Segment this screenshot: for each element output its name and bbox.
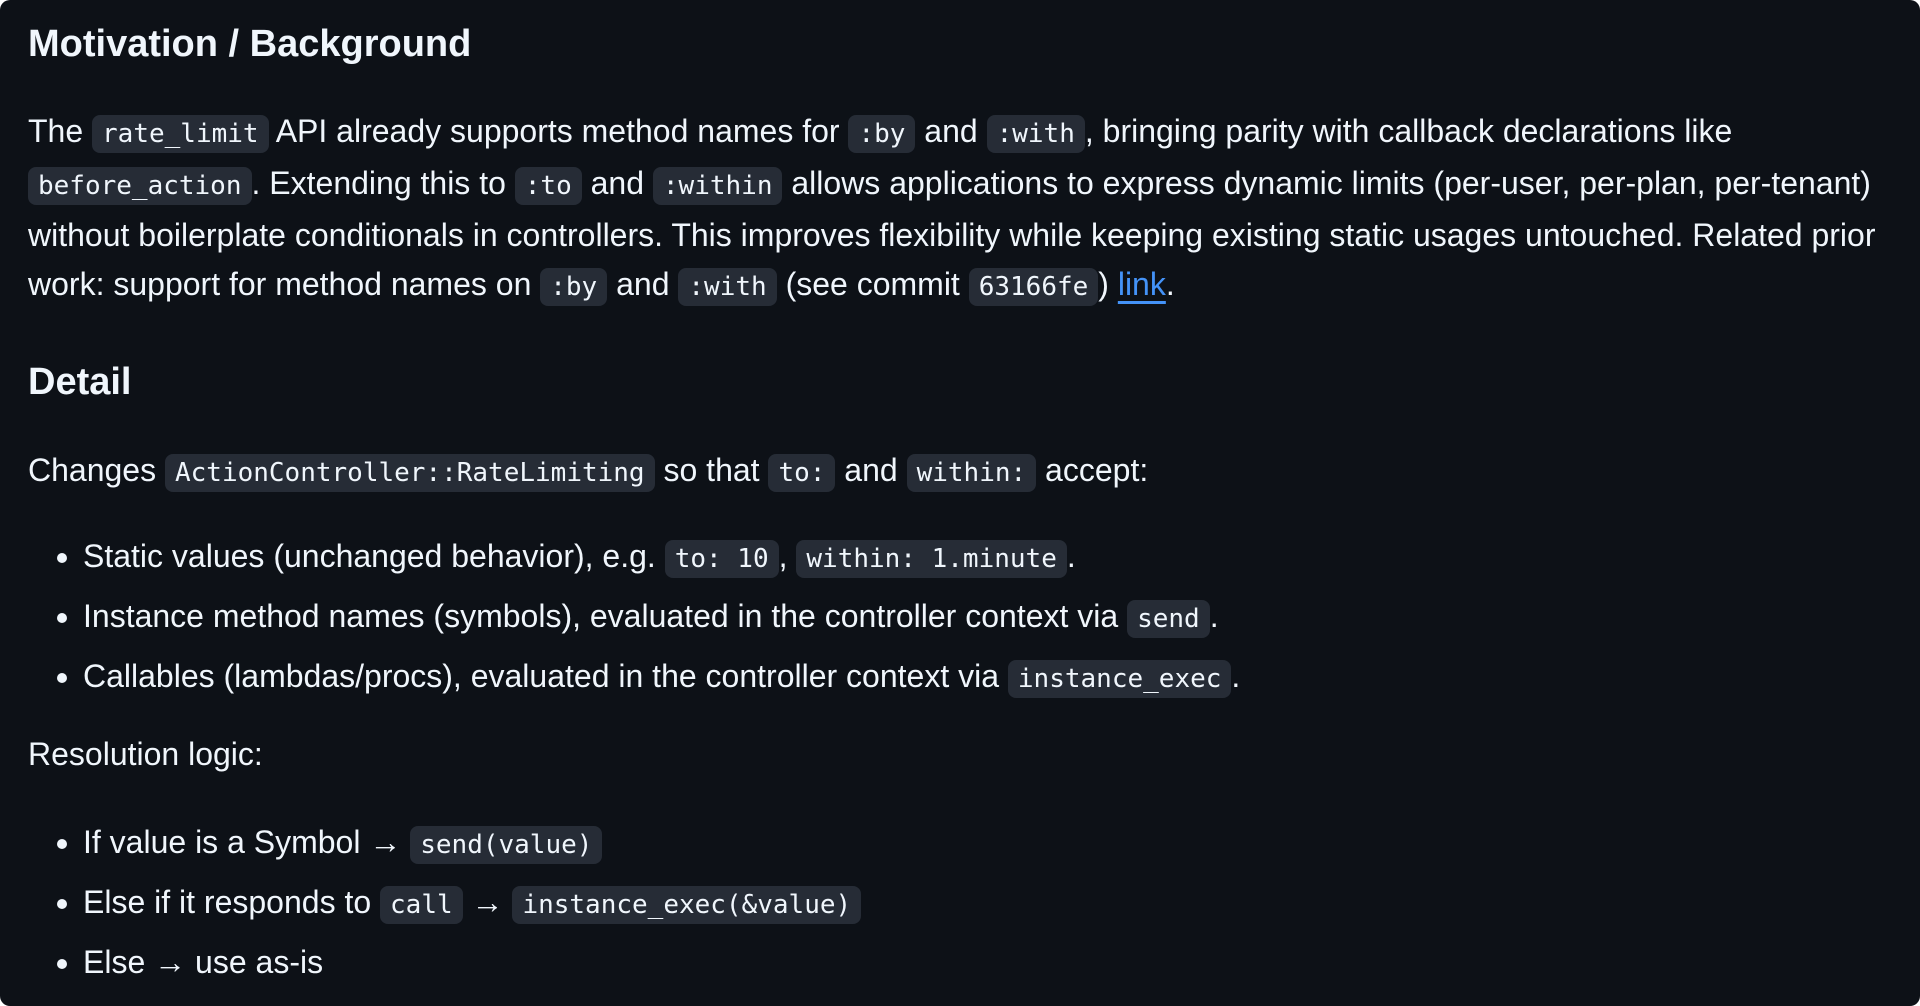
text-span: API already supports method names for (268, 113, 849, 149)
changes-paragraph (28, 446, 1148, 498)
inline-code-within: :within (653, 167, 783, 205)
list-item (83, 818, 861, 870)
inline-code-with: :with (678, 268, 776, 306)
motivation-paragraph (28, 107, 1888, 312)
text-span: and (607, 266, 679, 302)
list-item (83, 878, 861, 930)
text-span: Callables (lambdas/procs), evaluated in the controller context via (83, 658, 1008, 694)
text-span: and (835, 452, 907, 488)
inline-code-send-value: send(value) (410, 826, 602, 864)
list-item (83, 592, 1240, 644)
list-item (83, 938, 861, 987)
text-span: Static values (unchanged behavior), e.g. (83, 538, 665, 574)
commit-link[interactable]: link (1117, 266, 1166, 302)
text-span: Else if it responds to (83, 884, 381, 920)
inline-code-call: call (380, 886, 463, 924)
inline-code-rate-limiting: ActionController::RateLimiting (165, 454, 655, 492)
text-span: and (915, 113, 987, 149)
inline-code-within-minute: within: 1.minute (796, 540, 1066, 578)
list-item (83, 532, 1240, 584)
text-span: . (1165, 266, 1175, 302)
inline-code-instance-exec: instance_exec (1008, 660, 1232, 698)
resolution-label: Resolution logic: (28, 736, 263, 772)
text-span: Else → use as-is (83, 944, 324, 980)
text-span: . Extending this to (251, 165, 515, 201)
text-span: and (581, 165, 653, 201)
text-span: , (778, 538, 797, 574)
list-item (83, 652, 1240, 704)
detail-heading: Detail (28, 361, 132, 403)
inline-code-rate-limit: rate_limit (92, 115, 269, 153)
text-span: If value is a Symbol → (83, 824, 411, 860)
motivation-heading: Motivation / Background (28, 23, 472, 65)
inline-code-with: :with (987, 115, 1085, 153)
text-span: . (1231, 658, 1241, 694)
text-span: , bringing parity with callback declarations like (1084, 113, 1733, 149)
resolution-list (28, 818, 861, 995)
text-span: . (1066, 538, 1076, 574)
inline-code-to: :to (515, 167, 582, 205)
inline-code-commit: 63166fe (969, 268, 1099, 306)
text-span: so that (654, 452, 769, 488)
text-span: allows applications to express dynamic limits (per-user, per-plan, per-tenant) without boilerplate conditionals in controllers. This improves flexibility while keeping existing static usages untouched. Related prior work: support for method names on (28, 165, 1876, 302)
inline-code-by: :by (540, 268, 607, 306)
inline-code-to-10: to: 10 (665, 540, 779, 578)
text-span: Instance method names (symbols), evaluated in the controller context via (83, 598, 1128, 634)
inline-code-by: :by (848, 115, 915, 153)
changes-list (28, 532, 1240, 712)
inline-code-instance-exec-value: instance_exec(&value) (512, 886, 861, 924)
text-span: Changes (28, 452, 165, 488)
inline-code-to: to: (768, 454, 835, 492)
text-span: ) (1098, 266, 1118, 302)
inline-code-send: send (1127, 600, 1210, 638)
text-span: (see commit (776, 266, 969, 302)
text-span: accept: (1036, 452, 1149, 488)
text-span: . (1209, 598, 1219, 634)
inline-code-within: within: (907, 454, 1037, 492)
inline-code-before-action: before_action (28, 167, 252, 205)
text-span: The (28, 113, 93, 149)
text-span: → (462, 884, 513, 920)
